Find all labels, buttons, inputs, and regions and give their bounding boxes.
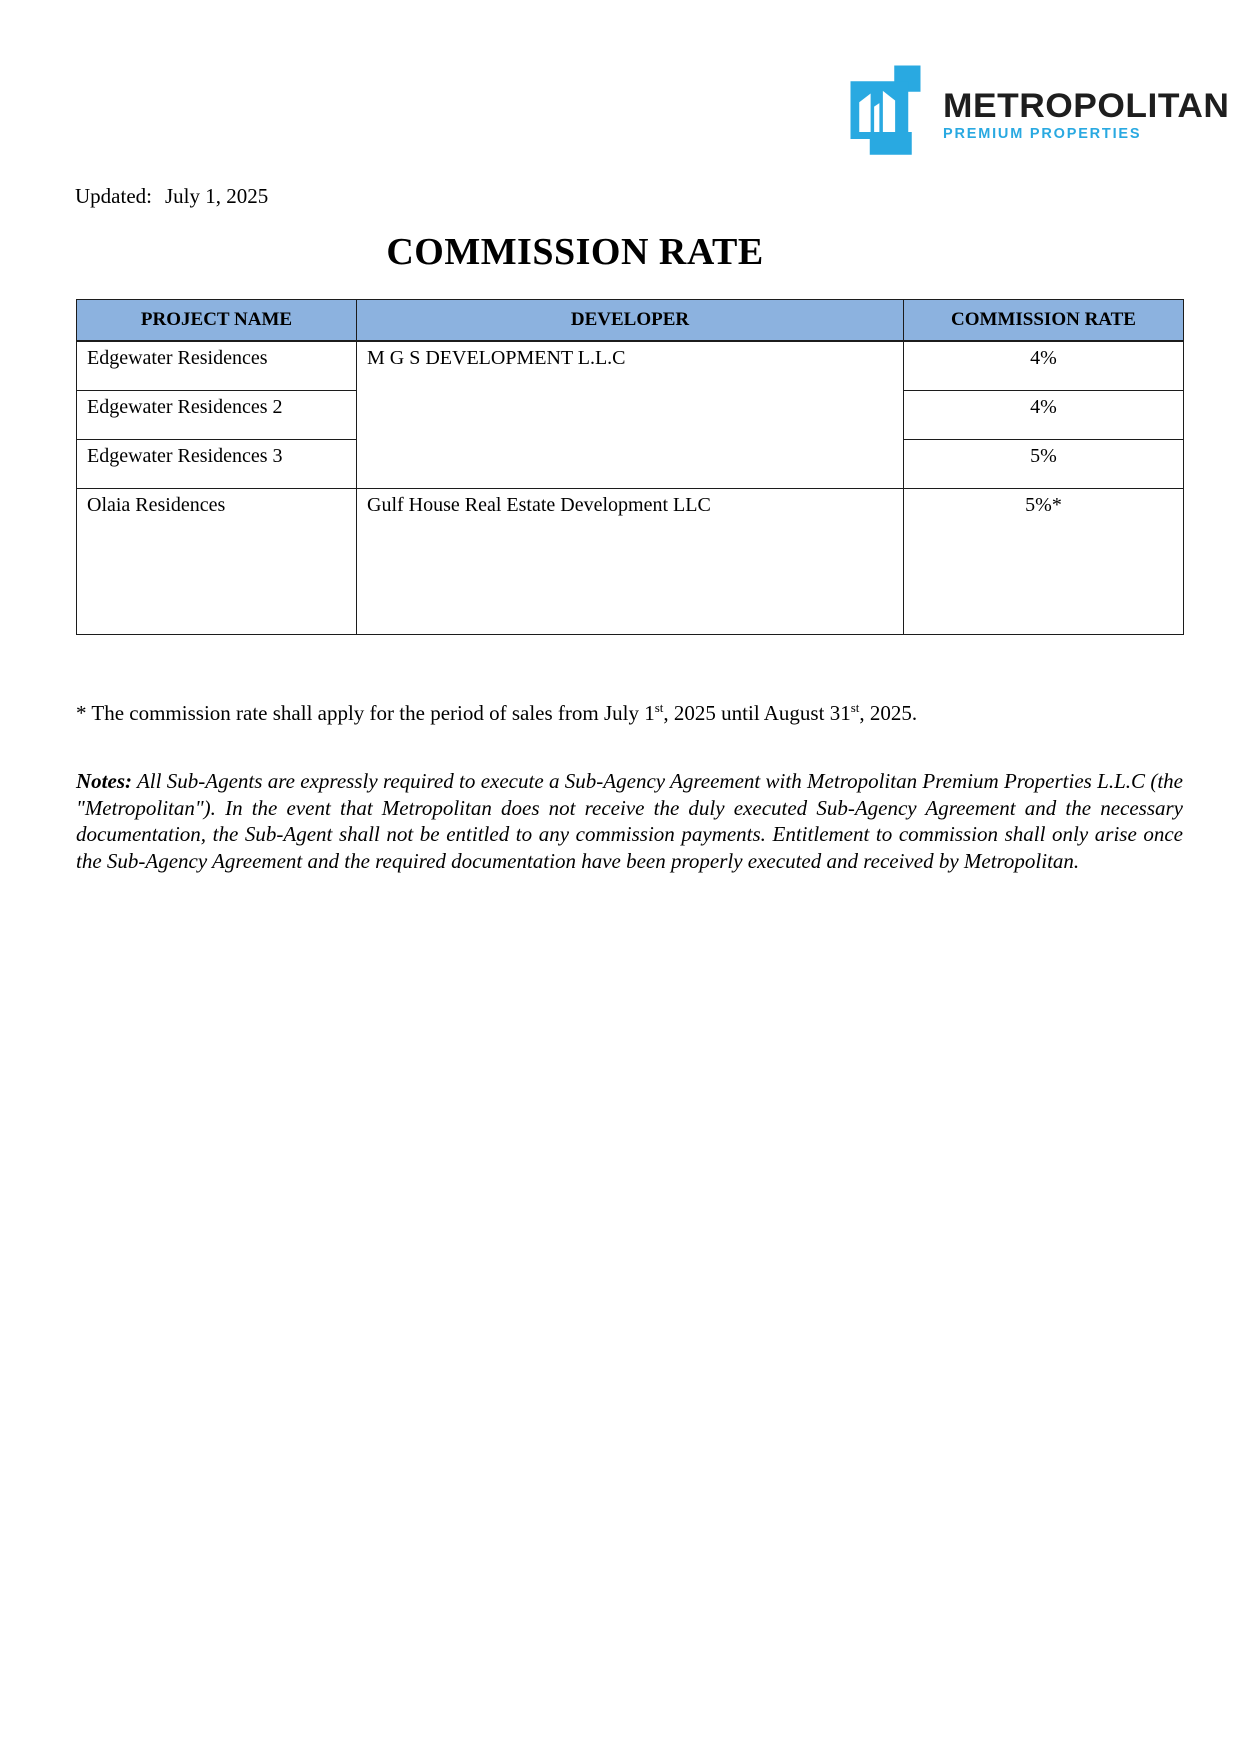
metropolitan-buildings-icon	[845, 62, 933, 160]
updated-date: July 1, 2025	[164, 184, 269, 208]
column-header-developer: DEVELOPER	[357, 300, 904, 342]
table-row	[77, 341, 1184, 390]
footnote-text: , 2025 until August 31	[663, 701, 851, 725]
footnote-text: * The commission rate shall apply for the period of sales from July 1	[76, 701, 655, 725]
column-header-project-name: PROJECT NAME	[77, 300, 357, 342]
commission-period-footnote	[76, 700, 1183, 726]
updated-line	[75, 184, 268, 209]
footnote-superscript: st	[654, 700, 664, 715]
footnote-text: , 2025.	[859, 701, 918, 725]
logo-wordmark: METROPOLITAN	[943, 86, 1230, 125]
cell-developer: Gulf House Real Estate Development LLC	[357, 488, 904, 634]
notes-paragraph	[76, 768, 1183, 874]
updated-label: Updated:	[75, 184, 152, 208]
cell-project: Edgewater Residences	[77, 341, 357, 390]
logo-text	[943, 86, 1230, 142]
cell-rate: 4%	[904, 341, 1184, 390]
table-header-row	[77, 300, 1184, 342]
cell-project: Edgewater Residences 2	[77, 390, 357, 439]
cell-project: Olaia Residences	[77, 488, 357, 634]
notes-body: All Sub-Agents are expressly required to execute a Sub-Agency Agreement with Metropolitan Premium Properties L.L.C (the "Metropolitan"). In the event that Metropolitan does not receive the duly executed Sub-Agency Agreement and the necessary documentation, the Sub-Agent shall not be entitled to any commission payments. Entitlement to commission shall only arise once the Sub-Agency Agreement and the required documentation have been properly executed and received by Metropolitan.	[76, 769, 1183, 873]
table-row	[77, 488, 1184, 634]
cell-rate: 5%*	[904, 488, 1184, 634]
cell-developer: M G S DEVELOPMENT L.L.C	[357, 341, 904, 488]
column-header-commission-rate: COMMISSION RATE	[904, 300, 1184, 342]
cell-project: Edgewater Residences 3	[77, 439, 357, 488]
logo-tagline: PREMIUM PROPERTIES	[943, 125, 1142, 142]
cell-rate: 5%	[904, 439, 1184, 488]
footnote-superscript: st	[850, 700, 860, 715]
commission-rate-table	[76, 299, 1184, 635]
notes-label: Notes:	[76, 769, 132, 793]
metropolitan-logo	[845, 62, 1230, 160]
page-title: COMMISSION RATE	[386, 231, 764, 273]
cell-rate: 4%	[904, 390, 1184, 439]
